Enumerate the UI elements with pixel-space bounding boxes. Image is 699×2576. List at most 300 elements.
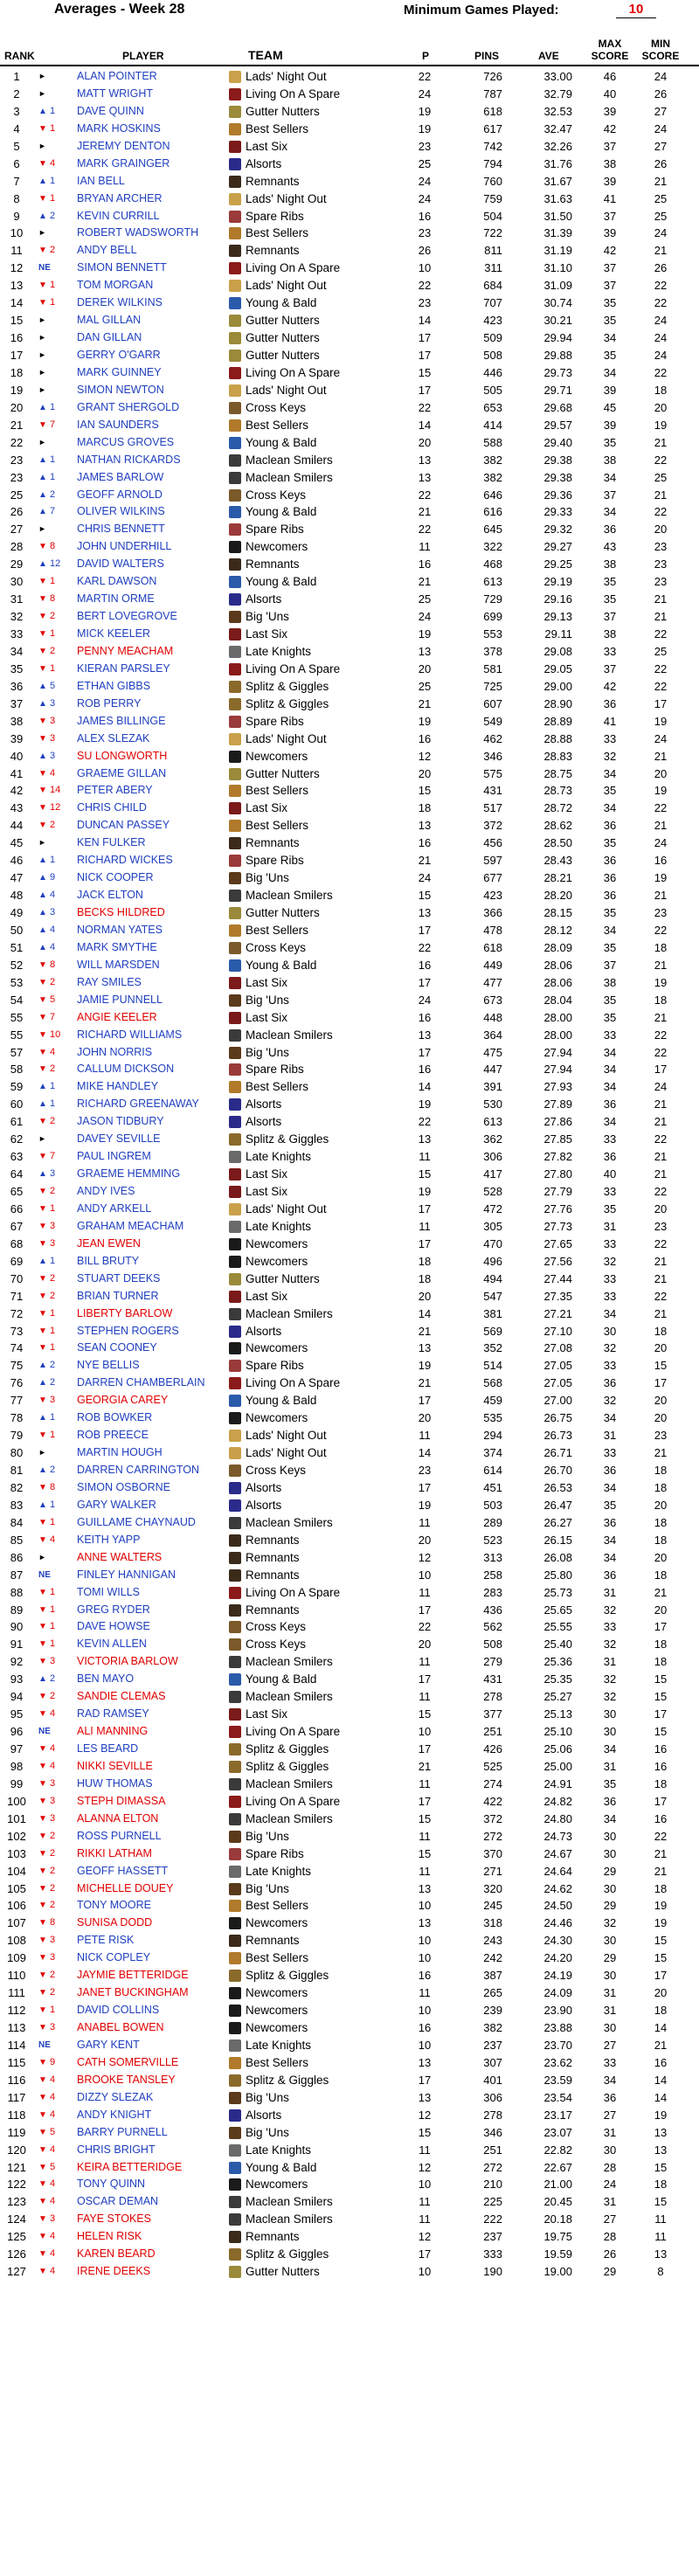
- average: 28.15: [543, 906, 572, 919]
- max-score: 35: [603, 836, 617, 850]
- pins-total: 258: [483, 1568, 502, 1582]
- pins-total: 449: [483, 958, 502, 972]
- change-amount: 2: [46, 210, 56, 221]
- games-played: 11: [419, 1690, 431, 1704]
- change-cell: [38, 782, 73, 800]
- rank-cell: 43: [10, 801, 24, 815]
- rank-cell: 79: [10, 1429, 24, 1443]
- team-logo-icon: [229, 1569, 241, 1582]
- column-header-team: TEAM: [248, 48, 283, 62]
- change-amount: 1: [46, 1586, 56, 1597]
- team-logo-icon: [229, 1935, 241, 1947]
- pins-total: 243: [483, 1934, 502, 1948]
- average: 29.57: [543, 418, 572, 432]
- rank-cell: 96: [10, 1725, 24, 1739]
- down-arrow-icon: ▼: [38, 1308, 47, 1319]
- player-name: TONY MOORE: [77, 1899, 151, 1912]
- games-played: 21: [418, 1759, 432, 1773]
- change-cell: [38, 121, 73, 138]
- rank-cell: 30: [10, 575, 24, 589]
- pins-total: 374: [483, 1446, 502, 1460]
- average: 24.80: [543, 1811, 572, 1825]
- player-name: SEAN COONEY: [77, 1341, 157, 1354]
- pins-total: 346: [483, 749, 502, 763]
- down-arrow-icon: ▼: [38, 1203, 47, 1214]
- table-row: [0, 1723, 699, 1741]
- pins-total: 431: [483, 1672, 502, 1686]
- min-score: 17: [654, 1707, 668, 1721]
- average: 31.76: [543, 156, 572, 170]
- rank-cell: 110: [7, 1969, 26, 1983]
- down-arrow-icon: ▼: [38, 1692, 47, 1702]
- rank-cell: 2: [13, 87, 20, 100]
- min-score: 20: [654, 523, 668, 537]
- team-name: Gutter Nutters: [246, 331, 320, 345]
- team-name: Late Knights: [246, 644, 312, 658]
- average: 19.75: [543, 2230, 572, 2244]
- rank-cell: 37: [10, 696, 24, 710]
- team-logo-icon: [229, 1291, 241, 1303]
- team-name: Last Six: [246, 1289, 288, 1303]
- average: 23.62: [543, 2055, 572, 2069]
- team-name: Maclean Smilers: [246, 1515, 333, 1529]
- player-name: KEIRA BETTERIDGE: [77, 2160, 183, 2173]
- max-score: 30: [603, 1725, 617, 1739]
- max-score: 37: [603, 279, 617, 293]
- pins-total: 677: [483, 871, 502, 885]
- average: 25.13: [543, 1707, 572, 1721]
- min-score: 22: [654, 1045, 668, 1059]
- min-score: 22: [654, 679, 668, 693]
- change-amount: 2: [46, 1290, 56, 1301]
- pins-total: 346: [483, 2125, 502, 2139]
- min-score: 21: [654, 1115, 668, 1129]
- change-amount: 14: [46, 785, 61, 796]
- pins-total: 553: [483, 627, 502, 641]
- change-amount: 2: [46, 488, 56, 500]
- max-score: 35: [603, 1010, 617, 1024]
- rank-cell: 127: [7, 2265, 26, 2279]
- player-name: GARY WALKER: [77, 1498, 156, 1511]
- change-cell: [38, 1984, 73, 2002]
- average: 27.80: [543, 1167, 572, 1181]
- rank-cell: 26: [10, 505, 24, 519]
- player-name: ROB PERRY: [77, 696, 142, 710]
- table-row: [0, 765, 699, 783]
- average: 32.26: [543, 139, 572, 153]
- min-score: 22: [654, 661, 668, 675]
- down-arrow-icon: ▼: [38, 1639, 47, 1650]
- max-score: 35: [603, 1776, 617, 1790]
- team-name: Maclean Smilers: [246, 2212, 333, 2226]
- team-logo-icon: [229, 1412, 241, 1424]
- rank-cell: 67: [10, 1219, 24, 1233]
- max-score: 29: [603, 1951, 617, 1965]
- team-name: Young & Bald: [246, 1394, 317, 1408]
- games-played: 10: [418, 2265, 432, 2279]
- player-name: VICTORIA BARLOW: [77, 1655, 178, 1668]
- min-score: 21: [654, 1864, 668, 1878]
- team-logo-icon: [229, 1552, 241, 1564]
- table-row: [0, 1462, 699, 1479]
- min-score: 21: [654, 1010, 668, 1024]
- player-name: NORMAN YATES: [77, 923, 163, 936]
- max-score: 29: [603, 1864, 617, 1878]
- table-row: [0, 591, 699, 608]
- player-name: GRAEME HEMMING: [77, 1167, 181, 1181]
- pins-total: 523: [483, 1533, 502, 1547]
- games-played: 12: [418, 2230, 432, 2244]
- change-amount: 2: [46, 1377, 56, 1388]
- max-score: 32: [603, 1603, 617, 1617]
- games-played: 11: [419, 1585, 431, 1599]
- min-score: 16: [654, 1742, 668, 1755]
- up-arrow-icon: ▲: [38, 454, 47, 465]
- change-amount: 3: [46, 1237, 56, 1249]
- team-name: Big 'Uns: [246, 610, 289, 624]
- change-cell: [38, 2142, 73, 2159]
- player-name: DAVID WALTERS: [77, 557, 164, 571]
- team-logo-icon: [229, 994, 241, 1007]
- team-logo-icon: [229, 2127, 241, 2139]
- rank-cell: 89: [10, 1603, 24, 1617]
- team-logo-icon: [229, 977, 241, 989]
- pins-total: 210: [483, 2178, 502, 2192]
- change-cell: [38, 1863, 73, 1880]
- pins-total: 382: [483, 2021, 502, 2034]
- rank-cell: 105: [7, 1881, 26, 1895]
- new-entry-badge: NE: [38, 1569, 51, 1580]
- rank-cell: 90: [10, 1620, 24, 1634]
- table-row: [0, 992, 699, 1009]
- pins-total: 279: [483, 1655, 502, 1669]
- pins-total: 616: [483, 505, 502, 519]
- player-name: GRAEME GILLAN: [77, 766, 167, 779]
- column-header-ave: AVE: [538, 50, 559, 62]
- change-amount: 1: [46, 297, 56, 308]
- min-score: 20: [654, 1603, 668, 1617]
- games-played: 14: [418, 418, 432, 432]
- change-amount: 1: [46, 1621, 56, 1632]
- change-amount: 1: [46, 1325, 56, 1336]
- player-name: JAYMIE BETTERIDGE: [77, 1969, 189, 1982]
- table-row: [0, 86, 699, 103]
- table-row: [0, 1776, 699, 1793]
- min-score: 22: [654, 505, 668, 519]
- average: 24.20: [543, 1951, 572, 1965]
- team-name: Late Knights: [246, 1864, 312, 1878]
- team-name: Gutter Nutters: [246, 1271, 320, 1285]
- min-score: 20: [654, 1201, 668, 1215]
- team-name: Alsorts: [246, 1324, 282, 1338]
- average: 23.07: [543, 2125, 572, 2139]
- pins-total: 382: [483, 453, 502, 467]
- games-played: 19: [418, 627, 432, 641]
- games-played: 21: [418, 505, 432, 519]
- rank-cell: 28: [10, 540, 24, 554]
- up-arrow-icon: ▲: [38, 855, 47, 866]
- down-arrow-icon: ▼: [38, 1831, 47, 1841]
- player-name: GEOFF HASSETT: [77, 1864, 169, 1877]
- team-logo-icon: [229, 262, 241, 274]
- table-row: [0, 748, 699, 765]
- pins-total: 446: [483, 365, 502, 379]
- pins-total: 456: [483, 836, 502, 850]
- change-amount: 3: [46, 715, 56, 726]
- pins-total: 283: [483, 1585, 502, 1599]
- pins-total: 607: [483, 696, 502, 710]
- pins-total: 306: [483, 1150, 502, 1164]
- min-score: 18: [654, 1533, 668, 1547]
- table-row: [0, 2246, 699, 2263]
- down-arrow-icon: ▼: [38, 716, 47, 726]
- rank-cell: 40: [10, 749, 24, 763]
- table-row: [0, 1567, 699, 1584]
- games-played: 12: [418, 1550, 432, 1564]
- change-cell: [38, 2019, 73, 2037]
- pins-total: 699: [483, 610, 502, 624]
- max-score: 38: [603, 453, 617, 467]
- player-name: IAN SAUNDERS: [77, 418, 159, 431]
- max-score: 34: [603, 1080, 617, 1094]
- average: 25.80: [543, 1568, 572, 1582]
- pins-total: 618: [483, 940, 502, 954]
- team-logo-icon: [229, 751, 241, 763]
- table-row: [0, 1828, 699, 1845]
- table-row: [0, 2002, 699, 2019]
- pins-total: 265: [483, 1986, 502, 2000]
- player-name: RICHARD WILLIAMS: [77, 1028, 183, 1041]
- average: 24.09: [543, 1986, 572, 2000]
- games-played: 11: [419, 1829, 431, 1843]
- team-logo-icon: [229, 2231, 241, 2243]
- average: 33.00: [543, 70, 572, 83]
- team-logo-icon: [229, 2057, 241, 2069]
- change-cell: [38, 399, 73, 417]
- rank-cell: 118: [7, 2108, 26, 2122]
- team-name: Gutter Nutters: [246, 314, 320, 328]
- change-cell: [38, 626, 73, 643]
- change-amount: 3: [46, 2213, 56, 2225]
- min-score: 25: [654, 209, 668, 223]
- team-name: Maclean Smilers: [246, 1306, 333, 1320]
- max-score: 37: [603, 661, 617, 675]
- player-name: BERT LOVEGROVE: [77, 610, 177, 623]
- team-logo-icon: [229, 1168, 241, 1181]
- team-name: Best Sellers: [246, 923, 309, 937]
- table-row: [0, 156, 699, 173]
- change-cell: [38, 1044, 73, 1062]
- change-amount: 3: [46, 732, 56, 744]
- player-name: MARTIN HOUGH: [77, 1446, 163, 1459]
- change-amount: 1: [46, 1499, 56, 1510]
- down-arrow-icon: ▼: [38, 1395, 47, 1406]
- team-logo-icon: [229, 1587, 241, 1599]
- no-change-icon: ►: [38, 524, 46, 534]
- games-played: 24: [418, 871, 432, 885]
- max-score: 33: [603, 1185, 617, 1198]
- games-played: 11: [419, 1776, 431, 1790]
- team-name: Cross Keys: [246, 1638, 307, 1652]
- change-amount: 2: [46, 1882, 56, 1894]
- average: 29.71: [543, 383, 572, 397]
- games-played: 16: [418, 836, 432, 850]
- player-name: SANDIE CLEMAS: [77, 1690, 166, 1703]
- min-score: 24: [654, 121, 668, 135]
- down-arrow-icon: ▼: [38, 803, 47, 814]
- max-score: 36: [603, 1568, 617, 1582]
- team-logo-icon: [229, 1133, 241, 1146]
- table-row: [0, 608, 699, 626]
- games-played: 10: [418, 1568, 432, 1582]
- change-cell: [38, 1479, 73, 1497]
- player-name: KAREN BEARD: [77, 2247, 156, 2261]
- pins-total: 274: [483, 1776, 502, 1790]
- games-played: 21: [418, 696, 432, 710]
- change-cell: [38, 1078, 73, 1096]
- change-cell: [38, 678, 73, 696]
- table-row: [0, 1671, 699, 1688]
- change-cell: [38, 731, 73, 748]
- team-logo-icon: [229, 123, 241, 135]
- average: 32.79: [543, 87, 572, 100]
- games-played: 16: [418, 1969, 432, 1983]
- pins-total: 370: [483, 1846, 502, 1860]
- min-score: 22: [654, 1289, 668, 1303]
- table-row: [0, 2019, 699, 2037]
- player-name: ALAN POINTER: [77, 70, 157, 82]
- max-score: 30: [603, 2143, 617, 2157]
- change-cell: [38, 1653, 73, 1671]
- change-cell: [38, 417, 73, 434]
- change-cell: [38, 2107, 73, 2124]
- max-score: 32: [603, 1916, 617, 1930]
- max-score: 45: [603, 400, 617, 414]
- average: 27.76: [543, 1201, 572, 1215]
- team-logo-icon: [229, 472, 241, 484]
- change-amount: 1: [46, 662, 56, 674]
- team-name: Big 'Uns: [246, 1881, 289, 1895]
- max-score: 30: [603, 1829, 617, 1843]
- games-played: 10: [418, 2004, 432, 2018]
- up-arrow-icon: ▲: [38, 1413, 47, 1423]
- player-name: IRENE DEEKS: [77, 2265, 151, 2278]
- average: 27.05: [543, 1376, 572, 1390]
- pins-total: 729: [483, 592, 502, 606]
- team-logo-icon: [229, 907, 241, 919]
- pins-total: 251: [483, 2143, 502, 2157]
- rank-cell: 51: [10, 940, 24, 954]
- team-name: Young & Bald: [246, 296, 317, 310]
- table-header: [0, 35, 699, 66]
- min-score: 17: [654, 1794, 668, 1808]
- change-cell: [38, 1845, 73, 1863]
- pins-total: 278: [483, 2108, 502, 2122]
- games-played: 10: [418, 261, 432, 275]
- min-score: 18: [654, 1480, 668, 1494]
- down-arrow-icon: ▼: [38, 1430, 47, 1441]
- pins-total: 653: [483, 400, 502, 414]
- team-name: Splitz & Giggles: [246, 1132, 329, 1146]
- average: 27.10: [543, 1324, 572, 1338]
- table-row: [0, 939, 699, 957]
- max-score: 37: [603, 958, 617, 972]
- games-played: 17: [418, 2073, 432, 2087]
- rank-cell: 8: [13, 191, 20, 205]
- team-logo-icon: [229, 1342, 241, 1354]
- change-cell: [38, 242, 73, 260]
- average: 28.04: [543, 993, 572, 1007]
- average: 21.00: [543, 2178, 572, 2192]
- player-name: NATHAN RICKARDS: [77, 453, 181, 466]
- min-score: 19: [654, 975, 668, 989]
- change-amount: 1: [46, 628, 56, 639]
- average: 31.39: [543, 226, 572, 240]
- team-logo-icon: [229, 1430, 241, 1442]
- games-played: 10: [418, 2038, 432, 2052]
- average: 29.25: [543, 557, 572, 571]
- up-arrow-icon: ▲: [38, 908, 47, 918]
- team-name: Newcomers: [246, 1236, 308, 1250]
- pins-total: 496: [483, 1254, 502, 1268]
- team-name: Splitz & Giggles: [246, 1969, 329, 1983]
- change-cell: [38, 1201, 73, 1218]
- rank-cell: 42: [10, 784, 24, 798]
- rank-cell: 19: [10, 383, 24, 397]
- rank-cell: 39: [10, 731, 24, 745]
- player-name: RICHARD GREENAWAY: [77, 1098, 199, 1111]
- column-header-player: PLAYER: [122, 50, 164, 62]
- down-arrow-icon: ▼: [38, 768, 47, 779]
- player-name: MARK GRAINGER: [77, 156, 170, 170]
- team-name: Lads' Night Out: [246, 1201, 327, 1215]
- table-row: [0, 1688, 699, 1706]
- change-amount: 2: [46, 1673, 56, 1685]
- change-amount: 2: [46, 1900, 56, 1911]
- change-amount: 10: [46, 1028, 61, 1040]
- pins-total: 305: [483, 1219, 502, 1233]
- team-logo-icon: [229, 332, 241, 344]
- change-cell: [38, 2089, 73, 2107]
- change-cell: [38, 1236, 73, 1253]
- change-cell: [38, 1183, 73, 1201]
- change-amount: 1: [46, 1412, 56, 1423]
- team-name: Big 'Uns: [246, 2125, 289, 2139]
- team-name: Newcomers: [246, 540, 308, 554]
- min-score: 22: [654, 453, 668, 467]
- down-arrow-icon: ▼: [38, 1988, 47, 1998]
- change-amount: 5: [46, 2126, 56, 2137]
- rank-cell: 74: [10, 1341, 24, 1355]
- pins-total: 528: [483, 1185, 502, 1198]
- down-arrow-icon: ▼: [38, 1012, 47, 1022]
- change-cell: [38, 1671, 73, 1688]
- rank-cell: 86: [10, 1550, 24, 1564]
- table-row: [0, 382, 699, 399]
- player-name: GRAHAM MEACHAM: [77, 1219, 184, 1232]
- player-name: BROOKE TANSLEY: [77, 2073, 176, 2086]
- change-amount: 3: [46, 697, 56, 709]
- team-name: Big 'Uns: [246, 993, 289, 1007]
- player-name: STEPHEN ROGERS: [77, 1324, 179, 1337]
- team-name: Best Sellers: [246, 226, 309, 240]
- rank-cell: 59: [10, 1080, 24, 1094]
- rank-cell: 91: [10, 1638, 24, 1652]
- max-score: 34: [603, 1742, 617, 1755]
- table-row: [0, 1653, 699, 1671]
- rank-cell: 4: [13, 121, 20, 135]
- max-score: 36: [603, 819, 617, 833]
